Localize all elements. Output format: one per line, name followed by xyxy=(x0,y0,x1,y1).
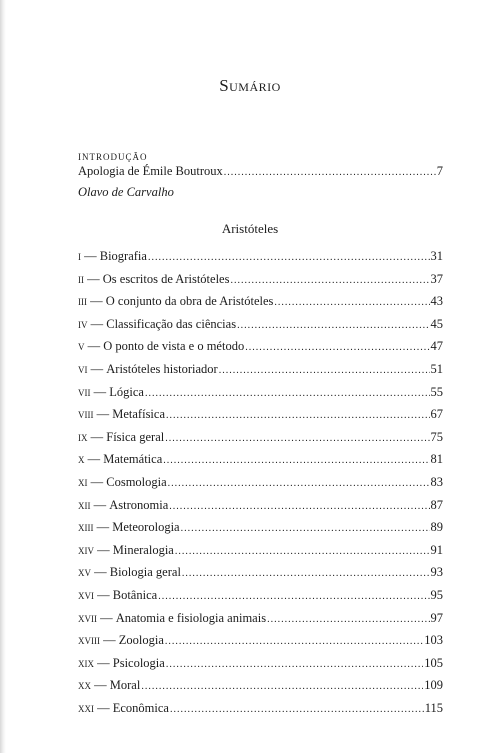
toc-entry-title: Zoologia xyxy=(118,633,164,648)
toc-chapter-number: xi xyxy=(78,474,88,489)
toc-dash: — xyxy=(87,474,107,489)
toc-entry[interactable] xyxy=(78,269,443,292)
toc-entry[interactable] xyxy=(78,314,443,337)
introduction-label: INTRODUÇÃO xyxy=(78,152,148,162)
toc-page-number: 37 xyxy=(430,271,443,286)
toc-dash: — xyxy=(84,452,104,467)
toc-chapter-number: viii xyxy=(78,407,94,422)
toc-dash: — xyxy=(94,655,113,670)
toc-leader-dots xyxy=(219,361,430,382)
toc-leader-dots xyxy=(148,248,430,269)
toc-entry-title: Econômica xyxy=(112,700,169,715)
toc-dash: — xyxy=(94,587,113,602)
toc-entry[interactable] xyxy=(78,472,443,495)
toc-chapter-number: vii xyxy=(78,384,91,399)
toc-entry[interactable] xyxy=(78,675,443,698)
toc-entry[interactable] xyxy=(78,427,443,450)
toc-entry-title: Metafísica xyxy=(112,407,166,422)
toc-dash: — xyxy=(97,610,116,625)
toc-dash: — xyxy=(87,361,107,376)
toc-page-number: 7 xyxy=(436,164,443,178)
toc-entry-title: Os escritos de Aristóteles xyxy=(102,271,230,286)
toc-page-number: 97 xyxy=(430,610,443,625)
toc-leader-dots xyxy=(169,497,429,518)
toc-entry-title: Matemática xyxy=(103,452,163,467)
toc-leader-dots xyxy=(165,632,423,653)
toc-leader-dots xyxy=(145,384,430,405)
toc-chapter-number: x xyxy=(78,452,85,467)
toc-entry-title: O conjunto da obra de Aristóteles xyxy=(105,294,274,309)
toc-page-number: 47 xyxy=(430,339,443,354)
toc-entry[interactable] xyxy=(78,246,443,269)
toc-leader-dots xyxy=(182,564,430,585)
toc-entry[interactable] xyxy=(78,359,443,382)
toc-page-number: 91 xyxy=(430,542,443,557)
toc-page-number: 81 xyxy=(430,452,443,467)
toc-leader-dots xyxy=(175,542,430,563)
toc-chapter-number: xvii xyxy=(78,610,97,625)
toc-page-number: 105 xyxy=(424,655,443,670)
toc-page-number: 89 xyxy=(430,520,443,535)
toc-page-number: 43 xyxy=(430,294,443,309)
toc-entry-title: Psicologia xyxy=(112,655,165,670)
toc-entry-title: Astronomia xyxy=(109,497,169,512)
section-heading: Aristóteles xyxy=(221,221,279,236)
toc-leader-dots xyxy=(181,519,430,540)
toc-leader-dots xyxy=(168,474,430,495)
toc-leader-dots xyxy=(224,165,436,181)
toc-entry-title: Biografia xyxy=(99,249,147,263)
toc-entry[interactable] xyxy=(78,449,443,472)
toc-leader-dots xyxy=(267,610,429,631)
toc-chapter-number: xvi xyxy=(78,587,94,602)
toc-entry[interactable] xyxy=(78,630,443,653)
toc-dash: — xyxy=(87,294,106,309)
toc-entry-title: Classificação das ciências xyxy=(106,316,237,331)
toc-chapter-number: xxi xyxy=(78,700,94,715)
toc-dash: — xyxy=(94,700,113,715)
toc-dash: — xyxy=(93,407,113,422)
toc-chapter-number: ii xyxy=(78,271,84,286)
toc-entry[interactable] xyxy=(78,608,443,631)
toc-chapter-number: xiv xyxy=(78,542,94,557)
toc-page-number: 51 xyxy=(430,361,443,376)
toc-page-number: 103 xyxy=(424,633,443,648)
toc-leader-dots xyxy=(170,700,424,721)
toc-entry-title: Física geral xyxy=(106,429,165,444)
toc-entry[interactable] xyxy=(78,291,443,314)
toc-chapter-number: vi xyxy=(78,361,88,376)
toc-dash: — xyxy=(81,249,100,263)
toc-page-number: 55 xyxy=(430,384,443,399)
toc-dash: — xyxy=(84,271,103,286)
toc-dash: — xyxy=(94,542,113,557)
toc-dash: — xyxy=(87,316,107,331)
toc-chapter-number: iii xyxy=(78,294,87,309)
toc-page-number: 67 xyxy=(430,407,443,422)
toc-page-number: 95 xyxy=(430,587,443,602)
toc-entry-title: Aristóteles historiador xyxy=(106,361,218,376)
toc-entry[interactable] xyxy=(78,336,443,359)
toc-page-number: 93 xyxy=(430,565,443,580)
toc-leader-dots xyxy=(237,316,429,337)
toc-leader-dots xyxy=(274,293,429,314)
toc-entry-title: Moral xyxy=(109,678,141,693)
toc-leader-dots xyxy=(141,677,423,698)
toc-page-number: 31 xyxy=(430,249,443,263)
toc-dash: — xyxy=(100,633,119,648)
toc-chapter-number: xviii xyxy=(78,633,100,648)
toc-dash: — xyxy=(90,384,110,399)
toc-chapter-number: xix xyxy=(78,655,94,670)
toc-leader-dots xyxy=(166,406,429,427)
toc-page-number: 75 xyxy=(430,429,443,444)
toc-entry[interactable] xyxy=(78,653,443,676)
toc-page-number: 115 xyxy=(424,700,443,715)
toc-entry[interactable] xyxy=(78,517,443,540)
toc-dash: — xyxy=(91,678,110,693)
toc-entry[interactable] xyxy=(78,540,443,563)
toc-page-number: 45 xyxy=(430,316,443,331)
toc-entry-title: Botânica xyxy=(112,587,158,602)
introduction-author: Olavo de Carvalho xyxy=(78,185,174,199)
toc-entry[interactable] xyxy=(78,698,443,721)
toc-leader-dots xyxy=(245,338,429,359)
toc-chapter-number: v xyxy=(78,339,85,354)
toc-entry-title: Apologia de Émile Boutroux xyxy=(78,164,223,178)
toc-page-number: 83 xyxy=(430,474,443,489)
toc-entry-title: Mineralogia xyxy=(112,542,174,557)
toc-page-number: 87 xyxy=(430,497,443,512)
toc-dash: — xyxy=(87,429,107,444)
toc-chapter-number: xii xyxy=(78,497,91,512)
toc-chapter-number: iv xyxy=(78,316,88,331)
table-of-contents xyxy=(78,246,443,720)
toc-entry-title: Anatomia e fisiologia animais xyxy=(115,610,267,625)
toc-entry-introduction[interactable] xyxy=(78,163,443,181)
toc-chapter-number: i xyxy=(78,249,81,263)
toc-entry[interactable] xyxy=(78,562,443,585)
page-title: Sumário xyxy=(219,76,281,95)
toc-entry[interactable] xyxy=(78,585,443,608)
toc-dash: — xyxy=(93,520,113,535)
toc-entry-title: O ponto de vista e o método xyxy=(103,339,245,354)
toc-leader-dots xyxy=(163,451,429,472)
toc-dash: — xyxy=(91,565,110,580)
toc-leader-dots xyxy=(165,429,429,450)
toc-dash: — xyxy=(90,497,110,512)
toc-dash: — xyxy=(84,339,104,354)
toc-entry-title: Cosmologia xyxy=(106,474,167,489)
toc-entry-title: Biologia geral xyxy=(109,565,181,580)
toc-entry[interactable] xyxy=(78,404,443,427)
toc-chapter-number: ix xyxy=(78,429,88,444)
toc-entry[interactable] xyxy=(78,382,443,405)
toc-leader-dots xyxy=(230,271,429,292)
toc-leader-dots xyxy=(166,655,423,676)
toc-chapter-number: xx xyxy=(78,678,91,693)
introduction-block xyxy=(78,152,443,203)
toc-page-number: 109 xyxy=(424,678,443,693)
toc-entry-title: Lógica xyxy=(109,384,144,399)
toc-entry-title: Meteorologia xyxy=(112,520,180,535)
toc-entry[interactable] xyxy=(78,495,443,518)
toc-chapter-number: xv xyxy=(78,565,91,580)
toc-leader-dots xyxy=(158,587,429,608)
toc-chapter-number: xiii xyxy=(78,520,94,535)
page-edge-shadow xyxy=(0,0,6,753)
